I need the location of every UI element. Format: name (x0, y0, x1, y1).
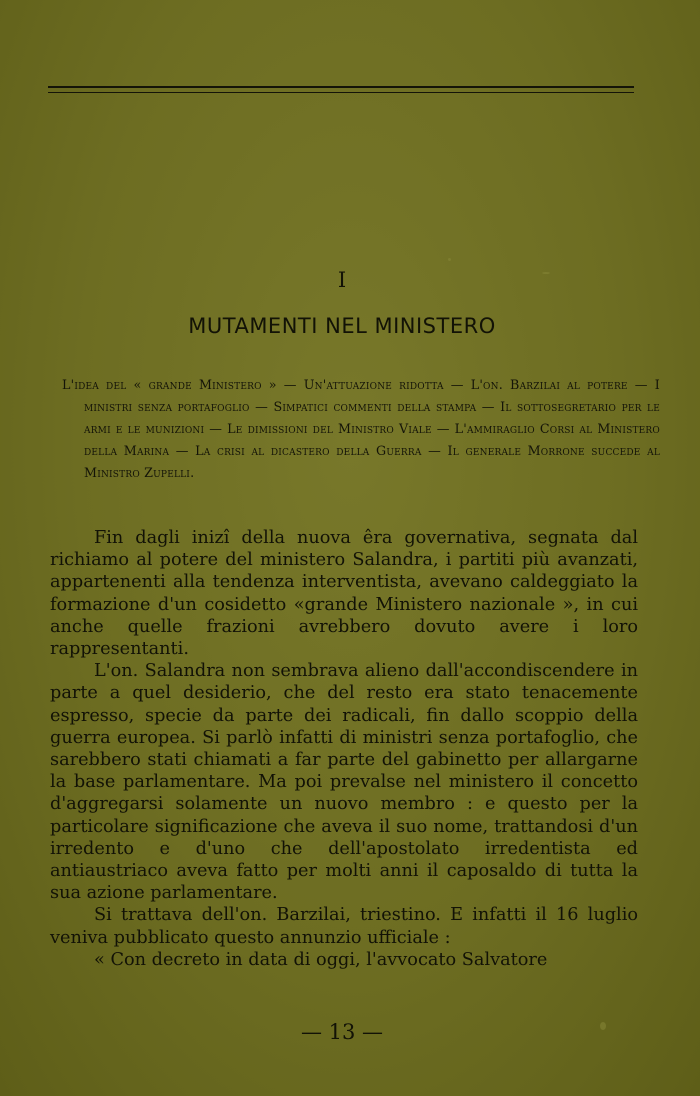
header-rule-thin (48, 92, 634, 93)
paper-speck (542, 272, 550, 274)
chapter-title: MUTAMENTI NEL MINISTERO (188, 314, 496, 338)
paragraph: L'on. Salandra non sembrava alieno dall'accondiscendere in parte a quel desiderio, che del resto era stato tenacemente espresso, specie da parte dei radicali, fin dallo scoppio della guerra europea. Si parlò infatti di ministri senza portafoglio, che sarebbero stati chiamati a far parte del gabinetto per allargarne la base parlamentare. Ma poi prevalse nel ministero il concetto d'aggregarsi solamente un nuovo membro : e questo per la particolare significazione che aveva il suo nome, trattandosi d'un irredento e d'uno che dell'apostolato irredentista ed antiaustriaco aveva fatto per molti anni il caposaldo di tutta la sua azione parlamentare. (50, 661, 638, 904)
header-rule (48, 86, 634, 88)
paragraph: « Con decreto in data di oggi, l'avvocato Salvatore (94, 949, 548, 970)
chapter-number: I (337, 268, 347, 292)
body-text (50, 527, 638, 971)
page-number: — 13 — (300, 1020, 384, 1044)
paragraph: Fin dagli inizî della nuova êra governativa, segnata dal richiamo al potere del ministero Salandra, i partiti più avanzati, appartenenti alla tendenza interventista, avevano caldeggiato la formazione d'un cosidetto «grande Ministero nazionale », in cui anche quelle frazioni avrebbero dovuto avere i loro rappresentanti. (50, 528, 638, 660)
paragraph: Si trattava dell'on. Barzilai, triestino. E infatti il 16 luglio veniva pubblicato questo annunzio ufficiale : (50, 905, 638, 948)
paper-speck (448, 258, 451, 261)
paper-speck (600, 1022, 606, 1030)
chapter-summary: L'idea del « grande Ministero » — Un'attuazione ridotta — L'on. Barzilai al potere — I ministri senza portafoglio — Simpatici commenti della stampa — Il sottosegretario per le armi e le munizioni — Le dimissioni del Ministro Viale — L'ammiraglio Corsi al Ministero della Marina — La crisi al dicastero della Guerra — Il generale Morrone succede al Ministro Zupelli. (62, 377, 660, 480)
